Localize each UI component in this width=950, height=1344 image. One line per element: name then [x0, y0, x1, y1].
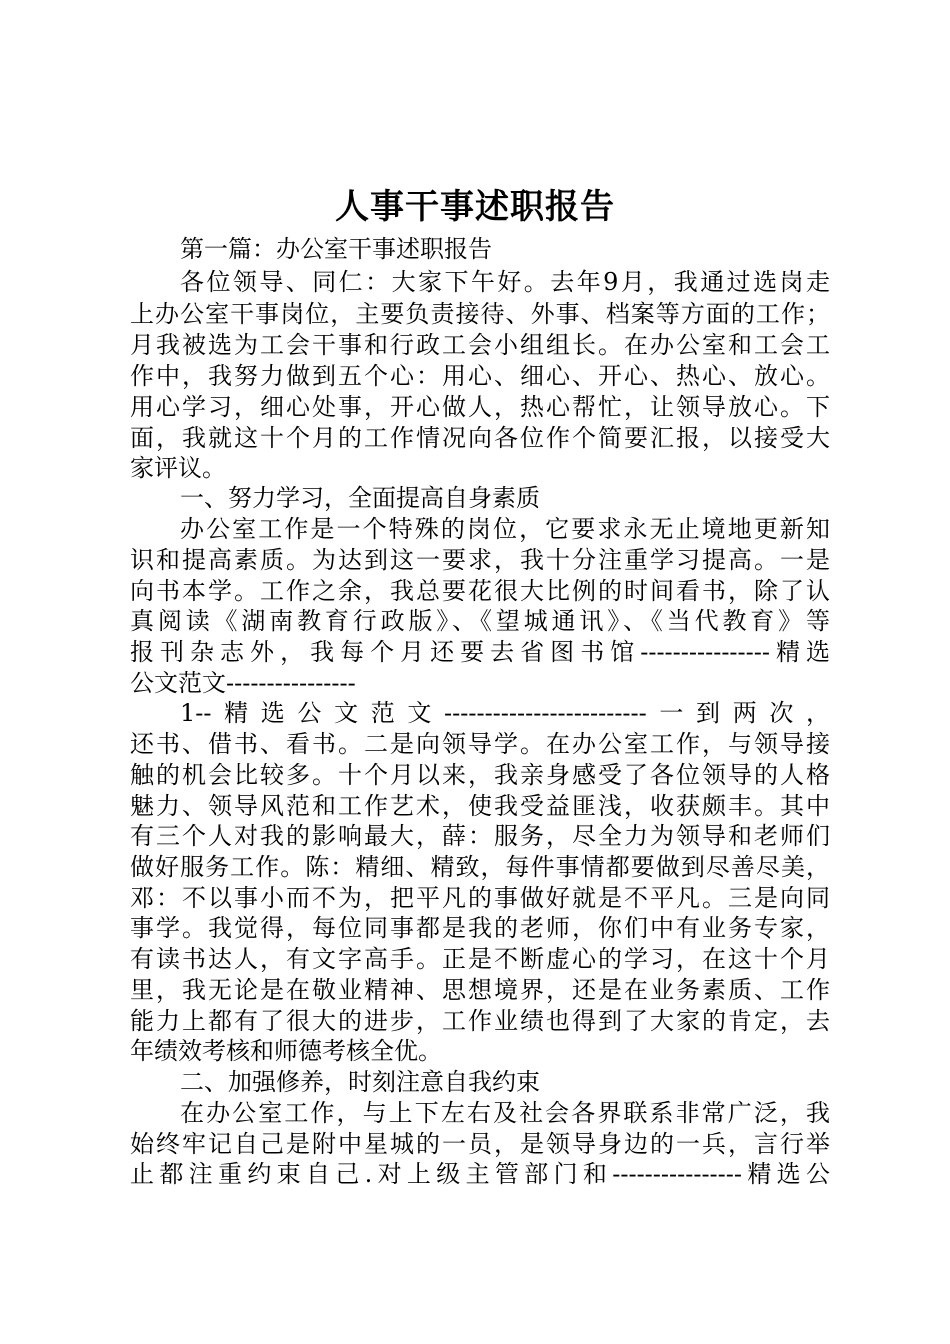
paragraph-line: 触的机会比较多。十个月以来，我亲身感受了各位领导的人格	[130, 761, 830, 789]
paragraph-line: 向书本学。工作之余，我总要花很大比例的时间看书，除了认	[130, 577, 830, 605]
paragraph-line: 有读书达人，有文字高手。正是不断虚心的学习，在这十个月	[130, 945, 830, 973]
paragraph-line: 办公室工作是一个特殊的岗位，它要求永无止境地更新知	[180, 515, 830, 543]
paragraph-line: 作中，我努力做到五个心：用心、细心、开心、热心、放心。	[130, 362, 830, 390]
paragraph-line: 月我被选为工会干事和行政工会小组组长。在办公室和工会工	[130, 331, 830, 359]
paragraph-line: 里，我无论是在敬业精神、思想境界，还是在业务素质、工作	[130, 976, 830, 1004]
paragraph-line: 做好服务工作。陈：精细、精致，每件事情都要做到尽善尽美，	[130, 853, 830, 881]
paragraph-line: 1--精选公文范文-------------------------一到两次，	[180, 699, 830, 727]
paragraph-line: 始终牢记自己是附中星城的一员，是领导身边的一兵，言行举	[130, 1130, 830, 1158]
section-heading: 二、加强修养，时刻注意自我约束	[180, 1068, 540, 1096]
paragraph-line: 真阅读《湖南教育行政版》、《望城通讯》、《当代教育》等	[130, 607, 830, 635]
paragraph-line: 有三个人对我的影响最大，薛：服务，尽全力为领导和老师们	[130, 822, 830, 850]
paragraph-line: 还书、借书、看书。二是向领导学。在办公室工作，与领导接	[130, 730, 830, 758]
paragraph-line: 止都注重约束自己.对上级主管部门和----------------精选公	[130, 1160, 830, 1188]
paragraph-line: 事学。我觉得，每位同事都是我的老师，你们中有业务专家，	[130, 914, 830, 942]
paragraph-line: 在办公室工作，与上下左右及社会各界联系非常广泛，我	[180, 1099, 830, 1127]
paragraph-line: 年绩效考核和师德考核全优。	[130, 1037, 442, 1065]
paragraph-line: 报刊杂志外，我每个月还要去省图书馆----------------精选	[130, 638, 830, 666]
paragraph-line: 魅力、领导风范和工作艺术，使我受益匪浅，收获颇丰。其中	[130, 792, 830, 820]
section-heading: 一、努力学习，全面提高自身素质	[180, 484, 540, 512]
paragraph-line: 邓：不以事小而不为，把平凡的事做好就是不平凡。三是向同	[130, 884, 830, 912]
paragraph-line: 各位领导、同仁：大家下午好。去年9月，我通过选岗走	[180, 268, 830, 296]
paragraph-line: 识和提高素质。为达到这一要求，我十分注重学习提高。一是	[130, 546, 830, 574]
paragraph-line: 用心学习，细心处事，开心做人，热心帮忙，让领导放心。下	[130, 393, 830, 421]
section-heading: 第一篇：办公室干事述职报告	[180, 235, 492, 263]
paragraph-line: 能力上都有了很大的进步，工作业绩也得到了大家的肯定，去	[130, 1007, 830, 1035]
paragraph-line: 上办公室干事岗位，主要负责接待、外事、档案等方面的工作；	[130, 300, 830, 328]
paragraph-line: 公文范文----------------	[130, 669, 356, 697]
paragraph-line: 家评议。	[130, 454, 226, 482]
paragraph-line: 面，我就这十个月的工作情况向各位作个简要汇报，以接受大	[130, 424, 830, 452]
document-title: 人事干事述职报告	[335, 187, 615, 227]
